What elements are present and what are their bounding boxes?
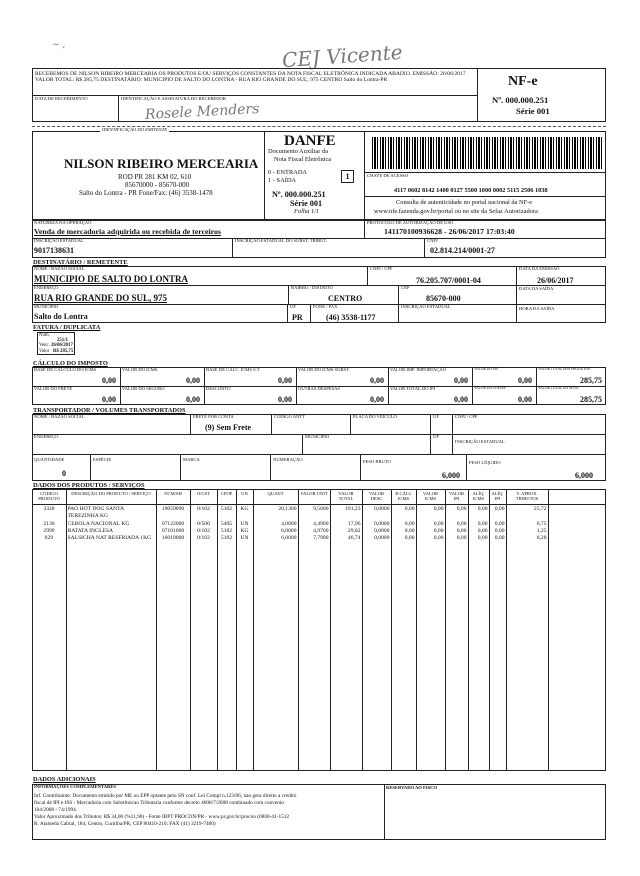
dest-emission-label: DATA DA EMISSÃO <box>519 266 560 271</box>
products-column-header: VALOR DESC <box>368 491 385 501</box>
products-cell: 0,00 <box>494 506 505 512</box>
products-cell: 7,7900 <box>313 535 329 541</box>
freight-value: (9) Sem Frete <box>205 423 252 432</box>
products-cell: 5405 <box>220 521 233 527</box>
tax-value: 0,00 <box>186 395 200 404</box>
emitter-address-3: Salto do Lontra - PR Fone/Fax: (46) 3538-1478 <box>79 189 213 197</box>
duplicate-value-label: Valor <box>39 349 50 354</box>
dest-uf: PR <box>292 313 303 322</box>
handwritten-annotation: CEJ Vicente <box>281 39 404 73</box>
products-section-title: DADOS DOS PRODUTOS / SERVIÇOS <box>33 482 145 489</box>
products-cell: 0,75 <box>536 521 547 527</box>
net-weight-label: PESO LÍQUIDO <box>469 460 501 465</box>
tax-label: VALOR DO FRETE <box>34 386 73 391</box>
tax-value: 0,00 <box>102 395 116 404</box>
tax-label: OUTRAS DESPESAS <box>298 386 340 391</box>
tax-value: 0,00 <box>102 376 116 385</box>
products-cell: 0,00 <box>404 528 415 534</box>
tax-section-title: CÁLCULO DO IMPOSTO <box>33 360 108 367</box>
products-cell: 07122000 <box>161 521 185 527</box>
products-cell: 0/500 <box>197 521 210 527</box>
dest-phone: (46) 3538-1177 <box>326 313 376 322</box>
products-cell: 1,25 <box>536 528 547 534</box>
products-cell: 29,82 <box>347 528 361 534</box>
duplicate-num: 251/1 <box>57 338 68 343</box>
receiver-signature: Rosele Menders <box>144 101 260 123</box>
consult-line-1: Consulta de autenticidade no portal nacional da NF-e <box>396 199 533 206</box>
products-cell: 0,00 <box>456 506 467 512</box>
duplicate-due-label: Venc. <box>39 343 50 348</box>
products-cell: 191,23 <box>345 506 361 512</box>
products-cell: 0,00 <box>404 535 415 541</box>
carrier-city-label: MUNICÍPIO <box>305 434 330 439</box>
volume-species-label: ESPÉCIE <box>93 457 112 462</box>
products-cell: 0,00 <box>404 506 415 512</box>
nature-label: NATUREZA DA OPERAÇÃO <box>34 220 92 225</box>
carrier-uf-label: UF <box>433 414 439 419</box>
complementary-info-4: Valor Aproximado dos Tributos: R$ 34,00 (%11,90) - Fonte IBPT PROCON/PR - www.pr.gov.br/procon (0800-41-1512 <box>34 814 290 820</box>
tax-value: 285,75 <box>580 376 602 385</box>
products-cell: KG <box>240 528 249 534</box>
products-column-header: VALOR UNIT <box>300 491 328 496</box>
products-cell: 6,28 <box>536 535 547 541</box>
products-cell: 0,00 <box>433 521 444 527</box>
products-cell: 0/102 <box>197 528 210 534</box>
corner-mark: ~ , <box>52 40 66 50</box>
products-cell: SALSICHA NAT RESFRIADA 1KG <box>67 535 152 541</box>
products-cell: 2130 <box>43 521 55 527</box>
tax-label: BASE DE CÁLC. ICMS S.T. <box>206 367 261 372</box>
products-column-header: CFOP <box>220 491 233 496</box>
dest-phone-label: FONE / FAX <box>313 304 338 309</box>
additional-section-title: DADOS ADICIONAIS <box>33 776 96 783</box>
receipt-number: Nº. 000.000.251 <box>492 95 549 105</box>
tax-value: 0,00 <box>454 395 468 404</box>
danfe-number: Nº. 000.000.251 <box>272 190 326 199</box>
products-cell: 0/102 <box>197 535 210 541</box>
products-cell: 0,0000 <box>374 521 390 527</box>
carrier-cnpj-label: CNPJ / CPF <box>455 414 478 419</box>
products-cell: 0,00 <box>477 506 488 512</box>
tax-label: VALOR DO ICMS <box>122 367 158 372</box>
tax-value: 0,00 <box>454 376 468 385</box>
protocol-label: PROTOCOLO DE AUTORIZAÇÃO DE USO <box>367 220 454 225</box>
dest-uf-label: UF <box>290 304 296 309</box>
cnpj-label: CNPJ <box>427 238 438 243</box>
complementary-info-label: INFORMAÇÕES COMPLEMENTARES <box>34 784 116 789</box>
dest-section-title: DESTINATÁRIO / REMETENTE <box>33 259 128 266</box>
tax-value: 0,00 <box>518 395 532 404</box>
products-column-header: NCM/SH <box>164 491 182 496</box>
products-cell: 19059090 <box>161 506 185 512</box>
products-cell: 5102 <box>220 535 233 541</box>
net-weight: 6,000 <box>575 471 593 480</box>
tax-label: VALOR DO ICMS SUBST. <box>298 367 350 372</box>
complementary-info-3: 104/2008 - 74/1994. <box>34 807 78 813</box>
products-column-header: CÓDIGO PRODUTO <box>38 491 60 501</box>
cnpj-value: 02.814.214/0001-27 <box>430 246 495 255</box>
products-cell: 0,00 <box>494 521 505 527</box>
access-key: 4117 0602 8142 1400 0127 5500 1000 0002 5115 2506 1038 <box>394 187 548 194</box>
tax-value: 0,00 <box>370 395 384 404</box>
products-cell: 0,00 <box>433 535 444 541</box>
tax-value: 0,00 <box>278 395 292 404</box>
fisco-reserved-label: RESERVADO AO FISCO <box>386 785 438 790</box>
receipt-sign-label: IDENTIFICAÇÃO E ASSINATURA DO RECEBEDOR <box>121 96 226 101</box>
emitter-address-2: 85670000 - 85670-000 <box>125 181 190 189</box>
products-column-header: ALÍQ. ICMS <box>472 491 485 501</box>
volume-qty-label: QUANTIDADE <box>34 457 65 462</box>
gross-weight: 6,000 <box>442 471 460 480</box>
products-cell: 07101000 <box>161 528 185 534</box>
products-cell: 25,72 <box>533 506 547 512</box>
products-cell: KG <box>240 506 249 512</box>
dest-cep: 85670-000 <box>426 294 461 303</box>
products-cell: 829 <box>44 535 54 541</box>
complementary-info-1: Inf. Contribuinte: Documento emitido por ME ou EPP optante pelo SN conf. Lei Compl n.123/06, nao gera direito a credito <box>34 793 297 799</box>
dest-bairro: CENTRO <box>328 294 363 303</box>
tax-label: VALOR TOTAL DOS PRODUTOS <box>538 367 590 371</box>
products-cell: 0,00 <box>456 528 467 534</box>
products-cell: 5102 <box>220 506 233 512</box>
duplicate-due: 26/06/2017 <box>51 343 73 348</box>
danfe-title: DANFE <box>284 133 336 149</box>
danfe-saida: 1 - SAÍDA <box>268 177 297 184</box>
emitter-name: NILSON RIBEIRO MERCEARIA <box>64 156 259 171</box>
danfe-serie: Série 001 <box>290 199 323 208</box>
products-column-header: V. APROX. TRIBUTOS <box>515 491 539 501</box>
danfe-entrada: 0 - ENTRADA <box>268 169 308 176</box>
freight-label: FRETE POR CONTA <box>193 414 234 419</box>
products-cell: 0,00 <box>477 528 488 534</box>
tax-label: VALOR DO PIS <box>474 367 499 371</box>
volume-brand-label: MARCA <box>183 457 200 462</box>
dest-ie-label: INSCRIÇÃO ESTADUAL <box>401 304 451 309</box>
products-cell: PAO HOT DOG SANTA TEREZINHA KG <box>67 506 124 519</box>
nature-value: Venda de mercadoria adquirida ou recebida de terceiros <box>34 227 221 236</box>
products-column-header: VALOR IPI <box>448 491 465 501</box>
gross-weight-label: PESO BRUTO <box>363 459 391 464</box>
emitter-label: IDENTIFICAÇÃO DO EMITENTE <box>102 127 168 132</box>
products-cell: 0,00 <box>477 535 488 541</box>
carrier-ie-label: INSCRIÇÃO ESTADUAL <box>455 439 505 444</box>
barcode <box>372 137 602 169</box>
danfe-subtitle-1: Documento Auxiliar da <box>268 148 328 155</box>
receipt-date-label: DATA DE RECEBIMENTO <box>35 96 88 101</box>
tax-value: 0,00 <box>370 376 384 385</box>
carrier-uf2-label: UF <box>433 434 439 439</box>
products-cell: 5102 <box>220 528 233 534</box>
complementary-info-2: fiscal de IPI e ISS - Mercadoria com Substituicao Tributaria conforme decreto 4608/7/2008 combinado com convenio <box>34 800 284 806</box>
iest-label: INSCRIÇÃO ESTADUAL DO SUBST. TRIBUT. <box>235 238 328 243</box>
dest-cep-label: CEP <box>401 285 410 290</box>
tax-label: VALOR IMP. IMPORTAÇÃO <box>390 367 447 372</box>
products-cell: 3328 <box>43 506 55 512</box>
products-cell: 20,1300 <box>278 506 297 512</box>
access-key-label: CHAVE DE ACESSO <box>367 173 409 178</box>
dest-emission: 26/06/2017 <box>537 276 574 285</box>
products-cell: 2999 <box>43 528 55 534</box>
ie-value: 9017138631 <box>34 246 74 255</box>
danfe-folha: Folha 1/1 <box>294 208 320 215</box>
products-cell: 0,0000 <box>374 535 390 541</box>
plate-label: PLACA DO VEÍCULO <box>353 414 397 419</box>
products-column-header: QUANT <box>267 491 284 496</box>
products-cell: 6,0000 <box>281 535 297 541</box>
products-cell: 46,74 <box>347 535 361 541</box>
volume-qty: 0 <box>62 469 66 478</box>
dest-address-label: ENDEREÇO <box>34 285 59 290</box>
receipt-text: RECEBEMOS DE NILSON RIBEIRO MERCEARIA OS PRODUTOS E/OU SERVIÇOS CONSTANTES DA NOTA FISCAL ELETRÔNICA INDICADA ABAIXO. EMISSÃO: 26/06/2017 VALOR TOTAL: R$ 285,75 DESTINATÁRIO: MUNICIPIO DE SALTO DO LONTRA - RUA RIO GRANDE DO SUL, 975 CENTRO Salto do Lontra-PR <box>35 71 466 84</box>
tax-value: 0,00 <box>278 376 292 385</box>
products-cell: 4,4900 <box>313 521 329 527</box>
invoice-section-title: FATURA / DUPLICATA <box>33 324 101 331</box>
dest-name: MUNICIPIO DE SALTO DO LONTRA <box>34 274 189 284</box>
carrier-address-label: ENDEREÇO <box>34 434 59 439</box>
antt-label: CÓDIGO ANTT <box>274 414 306 419</box>
carrier-name-label: NOME / RAZÃO SOCIAL <box>34 414 85 419</box>
products-cell: 9,5000 <box>313 506 329 512</box>
protocol-value: 141170100936628 - 26/06/2017 17:03:40 <box>384 227 515 236</box>
tax-label: VALOR TOTAL DO IPI <box>390 386 436 391</box>
products-cell: 0,00 <box>404 521 415 527</box>
products-cell: 0,00 <box>456 521 467 527</box>
emitter-address-1: ROD PR 281 KM 02, 610 <box>118 173 192 181</box>
complementary-info-5: R. Alameda Cabral, 184, Centro, Curitiba/PR, CEP 80410-210; FAX (41) 3219-7400) <box>34 821 216 827</box>
products-cell: 0,0000 <box>374 506 390 512</box>
products-column-header: VALOR TOTAL <box>338 491 354 501</box>
volume-number-label: NUMERAÇÃO <box>273 457 303 462</box>
ie-label: INSCRIÇÃO ESTADUAL <box>34 238 84 243</box>
products-cell: 4,0000 <box>281 521 297 527</box>
duplicate-value: R$ 285,75 <box>53 349 74 354</box>
products-cell: 0,00 <box>433 528 444 534</box>
products-cell: 4,9700 <box>313 528 329 534</box>
dest-bairro-label: BAIRRO / DISTRITO <box>291 285 333 290</box>
duplicate-num-label: Num. <box>39 333 50 338</box>
tax-label: BASE DE CÁLCULO DO ICMS <box>34 367 97 372</box>
products-cell: 0/102 <box>197 506 210 512</box>
dest-cnpj-label: CNPJ / CPF <box>370 266 393 271</box>
products-cell: 0,00 <box>456 535 467 541</box>
products-cell: BATATA INGLESA <box>67 528 114 534</box>
products-column-header: DESCRIÇÃO DO PRODUTO / SERVIÇO <box>71 491 151 496</box>
danfe-subtitle-2: Nota Fiscal Eletrônica <box>274 156 332 163</box>
transport-block <box>32 414 606 481</box>
tax-value: 285,75 <box>580 395 602 404</box>
products-cell: UN <box>240 535 249 541</box>
dest-city: Salto do Lontra <box>34 312 88 321</box>
products-column-header: VALOR ICMS <box>422 491 439 501</box>
products-cell: 16010000 <box>161 535 185 541</box>
tax-label: VALOR DA COFINS <box>474 386 506 390</box>
tax-label: VALOR DO SEGURO <box>122 386 165 391</box>
dest-address: RUA RIO GRANDE DO SUL, 975 <box>34 293 168 303</box>
products-column-header: B.CÁLC ICMS <box>395 491 412 501</box>
consult-line-2: www.nfe.fazenda.gov.br/portal ou no site da Sefaz Autorizadora <box>374 208 538 215</box>
products-cell: 17,96 <box>347 521 361 527</box>
dest-exit-date-label: DATA DA SAÍDA <box>519 286 554 291</box>
tax-value: 0,00 <box>518 376 532 385</box>
tax-label: VALOR TOTAL DA NOTA <box>538 386 579 390</box>
products-cell: UN <box>240 521 249 527</box>
products-column-header: ALÍQ. IPI <box>491 491 504 501</box>
tax-label: DESCONTO <box>206 386 231 391</box>
products-cell: 0,00 <box>494 528 505 534</box>
products-cell: 0,00 <box>477 521 488 527</box>
danfe-type-box: 1 <box>341 170 354 183</box>
dest-exit-time-label: HORA DA SAÍDA <box>519 306 555 311</box>
dest-name-label: NOME / RAZÃO SOCIAL <box>34 266 85 271</box>
products-column-header: O/CST <box>196 491 211 496</box>
receipt-serie: Série 001 <box>516 106 550 116</box>
receipt-nfe-title: NF-e <box>508 74 538 89</box>
products-cell: 6,0000 <box>281 528 297 534</box>
products-cell: CEBOLA NACIONAL KG <box>67 521 130 527</box>
products-column-header: UN <box>241 491 248 496</box>
products-cell: 0,0000 <box>374 528 390 534</box>
dest-city-label: MUNICÍPIO <box>34 304 59 309</box>
transport-section-title: TRANSPORTADOR / VOLUMES TRANSPORTADOS <box>33 407 186 414</box>
products-cell: 0,00 <box>433 506 444 512</box>
dest-cnpj: 76.205.707/0001-04 <box>416 276 481 285</box>
tax-value: 0,00 <box>186 376 200 385</box>
products-cell: 0,00 <box>494 535 505 541</box>
